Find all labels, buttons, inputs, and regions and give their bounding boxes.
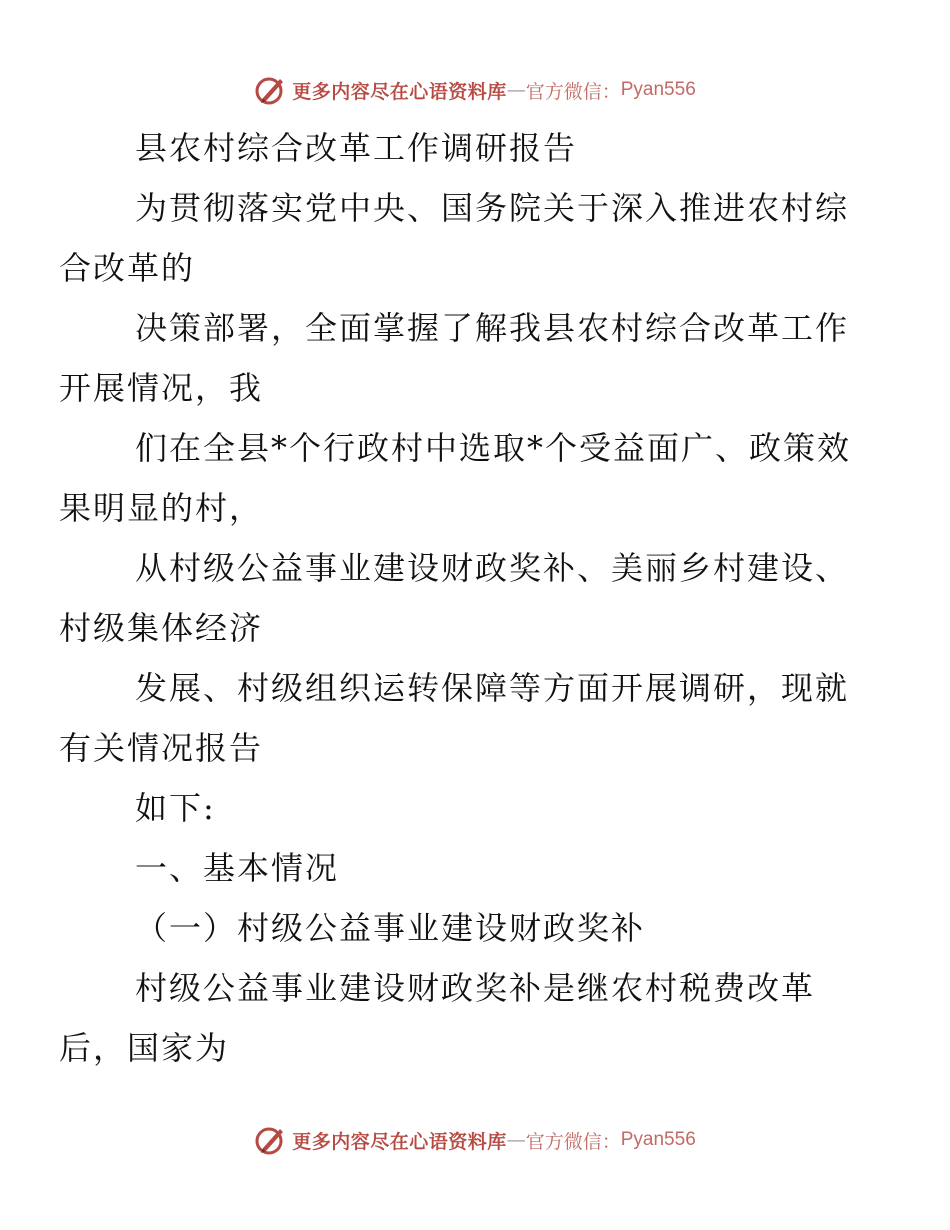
header-watermark-banner	[0, 70, 950, 110]
banner-separator: —	[506, 1129, 526, 1151]
section-heading-1	[97, 838, 857, 898]
pen-logo-icon	[254, 1123, 288, 1157]
paragraph-2-line-2: 开展情况，我	[59, 369, 264, 407]
paragraph-4-line-2: 村级集体经济	[59, 609, 264, 647]
banner-wechat-label: 官方微信：	[525, 80, 621, 103]
banner-wechat-label: 官方微信：	[525, 1130, 621, 1153]
paragraph-3	[59, 418, 857, 538]
document-title: 县农村综合改革工作调研报告	[135, 129, 578, 167]
paragraph-2-line-1: 决策部署，全面掌握了解我县农村综合改革工作	[135, 309, 850, 347]
banner-separator: —	[506, 79, 526, 101]
paragraph-5	[59, 658, 857, 778]
paragraph-1-line-1: 为贯彻落实党中央、国务院关于深入推进农村综	[135, 189, 850, 227]
paragraph-3-line-2: 果明显的村，	[59, 489, 264, 527]
paragraph-5-line-1: 发展、村级组织运转保障等方面开展调研，现就	[135, 669, 850, 707]
banner-wechat-id: Pyan556	[620, 1129, 696, 1150]
paragraph-7-line-1: 村级公益事业建设财政奖补是继农村税费改革	[135, 969, 816, 1007]
subsection-heading-1	[97, 898, 857, 958]
paragraph-2	[59, 298, 857, 418]
paragraph-1-line-2: 合改革的	[59, 249, 196, 287]
paragraph-7	[59, 958, 857, 1078]
paragraph-6-line-1: 如下:	[135, 789, 216, 827]
footer-watermark-banner	[0, 1120, 950, 1160]
paragraph-4-line-1: 从村级公益事业建设财政奖补、美丽乡村建设、	[135, 549, 850, 587]
paragraph-4	[59, 538, 857, 658]
subsection-heading-1-text: （一）村级公益事业建设财政奖补	[135, 909, 646, 947]
paragraph-5-line-2: 有关情况报告	[59, 729, 264, 767]
pen-logo-icon	[254, 73, 288, 107]
paragraph-6	[97, 778, 857, 838]
document-body	[59, 118, 857, 1078]
paragraph-3-line-1: 们在全县*个行政村中选取*个受益面广、政策效	[135, 429, 852, 467]
banner-main-text: 更多内容尽在心语资料库	[292, 80, 507, 103]
banner-main-text: 更多内容尽在心语资料库	[292, 1130, 507, 1153]
paragraph-7-line-2: 后，国家为	[59, 1029, 230, 1067]
section-heading-1-text: 一、基本情况	[135, 849, 340, 887]
banner-wechat-id: Pyan556	[620, 79, 696, 100]
paragraph-1	[59, 178, 857, 298]
